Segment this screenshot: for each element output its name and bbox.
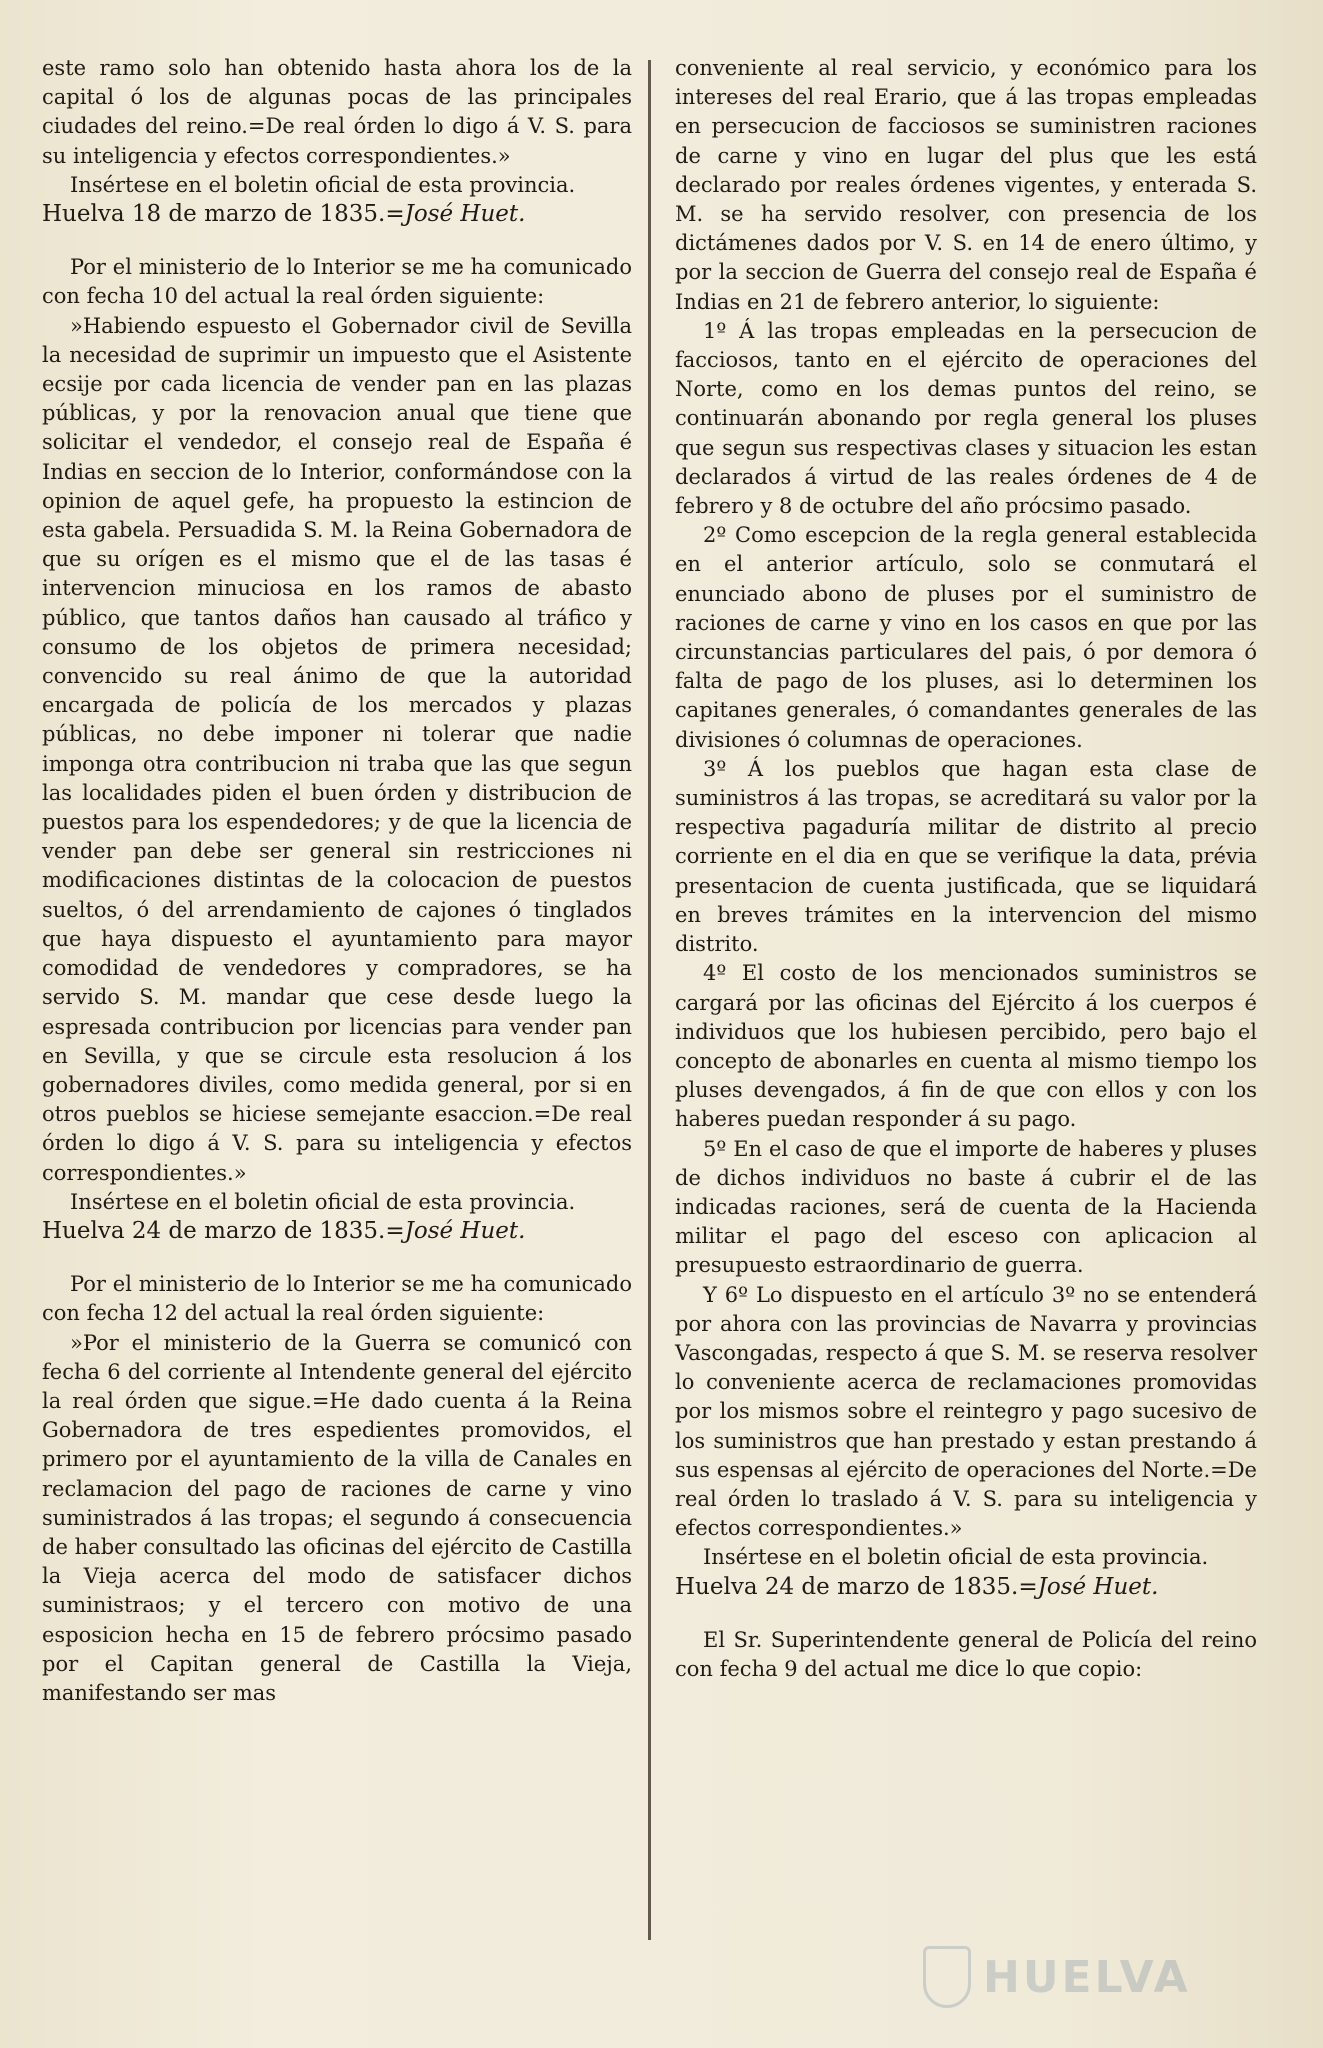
paragraph: »Habiendo espuesto el Gobernador civil de Sevilla la necesidad de suprimir un impuesto que el Asistente ecsije por cada licencia de vender pan en las plazas públicas, y por la renovacion anual que tiene que solicitar el vendedor, el consejo real de España é Indias en seccion de lo Interior, conformándose con la opinion de aquel gefe, ha propuesto la estincion de esta gabela. Persuadida S. M. la Reina Gobernadora de que su orígen es el mismo que el de las tasas é intervencion minuciosa en los ramos de abasto público, que tantos daños han causado al tráfico y consumo de los objetos de primera necesidad; convencido su real ánimo de que la autoridad encargada de policía de los mercados y plazas públicas, no debe imponer ni tolerar que nadie imponga otra contribucion ni traba que las que segun las localidades piden el buen órden y distribucion de puestos para los espendedores; y de que la licencia de vender pan debe ser general sin restricciones ni modificaciones distintas de la colocacion de puestos sueltos, ó del arrendamiento de cajones ó tinglados que haya dispuesto el ayuntamiento para mayor comodidad de vendedores y compradores, se ha servido S. M. mandar que cese desde luego la espresada contribucion por licencias para vender pan en Sevilla, y que se circule esta resolucion á los gobernadores diviles, como medida general, por si en otros pueblos se hiciese semejante esaccion.=De real órden lo digo á V. S. para su inteligencia y efectos correspondientes.»: [42, 313, 632, 1185]
column-divider: [648, 60, 651, 1940]
archive-watermark: [923, 1942, 1253, 2012]
paragraph: El Sr. Superintendente general de Policía del reino con fecha 9 del actual me dice lo que copio:: [675, 1627, 1257, 1681]
paragraph: 2º Como escepcion de la regla general establecida en el anterior artículo, solo se conmutará el enunciado abono de pluses por el suministro de raciones de carne y vino en los casos en que por las circunstancias particulares del pais, ó por demora ó falta de pago de los pluses, asi lo determinen los capitanes generales, ó comandantes generales de las divisiones ó columnas de operaciones.: [675, 523, 1257, 752]
watermark-text: HUELVA: [983, 1951, 1191, 2003]
paragraph: Y 6º Lo dispuesto en el artículo 3º no se entenderá por ahora con las provincias de Navarra y provincias Vascongadas, respecto á que S. M. se reserva resolver lo conveniente acerca de reclamaciones promovidas por los mismos sobre el reintegro y pago sucesivo de los suministros que han prestado y estan prestando á sus espensas al ejército de operaciones del Norte.=De real órden lo traslado á V. S. para su inteligencia y efectos correspondientes.»: [675, 1282, 1257, 1541]
paragraph: 4º El costo de los mencionados suministros se cargará por las oficinas del Ejército á los cuerpos é individuos que los hubiesen percibido, pero bajo el concepto de abonarles en cuenta al mismo tiempo los pluses devengados, á fin de que con ellos y con los haberes puedan responder á su pago.: [675, 961, 1257, 1132]
paragraph: conveniente al real servicio, y económico para los intereses del real Erario, que á las tropas empleadas en persecucion de facciosos se suministren raciones de carne y vino en lugar del plus que les está declarado por reales órdenes vigentes, y enterada S. M. se ha servido resolver, con presencia de los dictámenes dados por V. S. en 14 de enero último, y por la seccion de Guerra del consejo real de España é Indias en 21 de febrero anterior, lo siguiente:: [675, 56, 1257, 314]
right-column: [657, 54, 1257, 2008]
left-column: [42, 54, 642, 2008]
signature-line: [42, 200, 632, 229]
date: Huelva 24 de marzo de 1835.=: [675, 1573, 1038, 1600]
paragraph: 5º En el caso de que el importe de haberes y pluses de dichos individuos no baste á cubrir el de las indicadas raciones, será de cuenta de la Hacienda militar el pago del esceso con aplicacion al presupuesto estraordinario de guerra.: [675, 1136, 1257, 1278]
paragraph: este ramo solo han obtenido hasta ahora los de la capital ó los de algunas pocas de las principales ciudades del reino.=De real órden lo digo á V. S. para su inteligencia y efectos correspondientes.»: [42, 56, 632, 168]
date: Huelva 24 de marzo de 1835.=: [42, 1217, 405, 1244]
columns: [42, 54, 1271, 2008]
signature-line: [675, 1573, 1257, 1602]
paragraph: Por el ministerio de lo Interior se me ha comunicado con fecha 12 del actual la real órden siguiente:: [42, 1272, 632, 1326]
signature: José Huet.: [404, 1217, 526, 1244]
paragraph: 1º Á las tropas empleadas en la persecucion de facciosos, tanto en el ejército de operaciones del Norte, como en los demas puntos del reino, se continuarán abonando por regla general los pluses que segun sus respectivas clases y situacion les estan declarados á virtud de las reales órdenes de 4 de febrero y 8 de octubre del año prócsimo pasado.: [675, 318, 1257, 519]
signature: José Huet.: [404, 201, 526, 228]
paragraph: »Por el ministerio de la Guerra se comunicó con fecha 6 del corriente al Intendente general del ejército la real órden que sigue.=He dado cuenta á la Reina Gobernadora de tres espedientes promovidos, el primero por el ayuntamiento de la villa de Canales en reclamacion del pago de raciones de carne y vino suministrados á las tropas; el segundo á consecuencia de haber consultado las oficinas del ejército de Castilla la Vieja acerca del modo de satisfacer dichos suministraos; y el tercero con motivo de una esposicion hecha en 15 de febrero prócsimo pasado por el Capitan general de Castilla la Vieja, manifestando ser mas: [42, 1330, 632, 1705]
date: Huelva 18 de marzo de 1835.=: [42, 201, 405, 228]
paragraph: Insértese en el boletin oficial de esta provincia.: [70, 1189, 576, 1214]
paragraph: Insértese en el boletin oficial de esta provincia.: [70, 172, 576, 197]
paragraph: Por el ministerio de lo Interior se me ha comunicado con fecha 10 del actual la real órden siguiente:: [42, 255, 632, 309]
signature-line: [42, 1217, 632, 1246]
paragraph: 3º Á los pueblos que hagan esta clase de suministros á las tropas, se acreditará su valor por la respectiva pagaduría militar de distrito al precio corriente en el dia en que se verifique la data, prévia presentacion de cuenta justificada, que se liquidará en breves trámites en la intervencion del mismo distrito.: [675, 756, 1257, 957]
shield-icon: [923, 1946, 971, 2008]
paragraph: Insértese en el boletin oficial de esta provincia.: [703, 1545, 1209, 1570]
signature: José Huet.: [1037, 1573, 1159, 1600]
